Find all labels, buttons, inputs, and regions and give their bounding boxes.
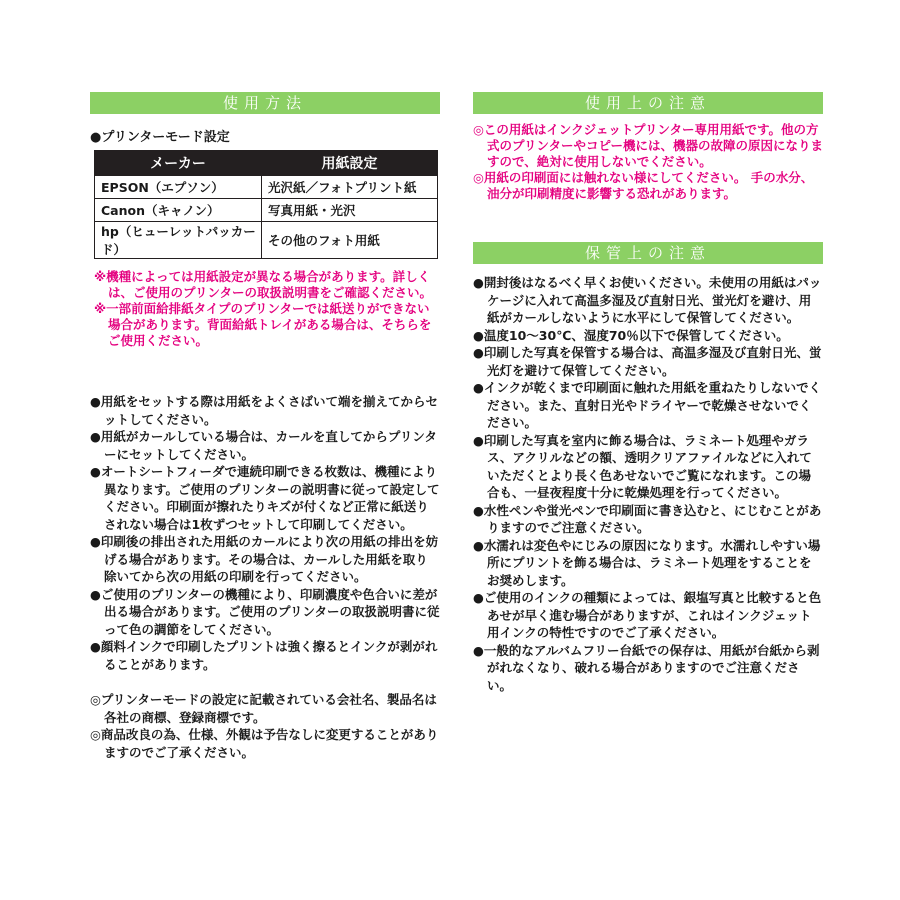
list-item: ●顔料インクで印刷したプリントは強く擦るとインクが剥がれることがあります。 bbox=[90, 639, 438, 672]
table-header-paper-setting: 用紙設定 bbox=[262, 151, 438, 176]
list-item: ●ご使用のプリンターの機種により、印刷濃度や色合いに差が出る場合があります。ご使用のプリンターの取扱説明書に従って色の調節をしてください。 bbox=[90, 586, 440, 637]
list-item: ●温度10～30℃、湿度70％以下で保管してください。 bbox=[473, 327, 789, 343]
note-item: ※一部前面給排紙タイプのプリンターでは紙送りができない場合があります。背面給紙トレイがある場合は、そちらをご使用ください。 bbox=[94, 301, 432, 348]
table-cell-maker: EPSON（エプソン） bbox=[95, 176, 262, 199]
usage-caution-header: 使用上の注意 bbox=[473, 92, 823, 114]
table-header-row bbox=[95, 151, 438, 176]
table-cell-setting: 写真用紙・光沢 bbox=[262, 199, 438, 222]
list-item: ◎プリンターモードの設定に記載されている会社名、製品名は各社の商標、登録商標です。 bbox=[90, 692, 437, 725]
table-row bbox=[95, 176, 438, 199]
table-cell-setting: 光沢紙／フォトプリント紙 bbox=[262, 176, 438, 199]
list-item: ●開封後はなるべく早くお使いください。未使用の用紙はパッケージに入れて高温多湿及び直射日光、蛍光灯を避け、用紙がカールしないように水平にして保管してください。 bbox=[473, 275, 822, 325]
storage-caution-header: 保管上の注意 bbox=[473, 242, 823, 264]
list-item: ◎商品改良の為、仕様、外観は予告なしに変更することがありますのでご了承ください。 bbox=[90, 727, 439, 760]
list-item: ●インクが乾くまで印刷面に触れた用紙を重ねたりしないでください。また、直射日光やドライヤーで乾燥させないでください。 bbox=[473, 380, 822, 430]
list-item: ●用紙をセットする際は用紙をよくさばいて端を揃えてからセットしてください。 bbox=[90, 394, 439, 427]
printer-mode-table bbox=[94, 150, 438, 259]
list-item: ●ご使用のインクの種類によっては、銀塩写真と比較すると色あせが早く進む場合がありますが、これはインクジェット用インクの特性ですのでご了承ください。 bbox=[473, 590, 822, 640]
list-item: ●用紙がカールしている場合は、カールを直してからプリンターにセットしてください。 bbox=[90, 429, 437, 462]
table-row bbox=[95, 199, 438, 222]
list-item: ◎この用紙はインクジェットプリンター専用用紙です。他の方式のプリンターやコピー機には、機器の故障の原因になりますので、絶対に使用しないでください。 bbox=[473, 122, 824, 169]
right-column bbox=[473, 92, 823, 694]
table-row bbox=[95, 222, 438, 259]
trademark-notes bbox=[90, 691, 440, 761]
printer-mode-heading: ●プリンターモード設定 bbox=[90, 130, 230, 145]
table-cell-setting: その他のフォト用紙 bbox=[262, 222, 438, 259]
list-item: ●印刷した写真を室内に飾る場合は、ラミネート処理やガラス、アクリルなどの額、透明クリアファイルなどに入れていただくとより長く色あせないでご覧になれます。この場合も、一昼夜程度十分に乾燥処理を行ってください。 bbox=[473, 432, 812, 500]
usage-method-header: 使用方法 bbox=[90, 92, 440, 114]
list-item: ●オートシートフィーダで連続印刷できる枚数は、機種により異なります。ご使用のプリンターの説明書に従って設定してください。印刷面が擦れたりキズが付くなど正常に紙送りされない場合は1枚ずつセットして印刷してください。 bbox=[90, 464, 440, 532]
left-column bbox=[90, 92, 440, 761]
note-item: ※機種によっては用紙設定が異なる場合があります。詳しくは、ご使用のプリンターの取扱説明書をご確認ください。 bbox=[94, 269, 433, 300]
table-header-maker: メーカー bbox=[95, 151, 262, 176]
usage-instructions-list bbox=[90, 393, 440, 673]
table-cell-maker: Canon（キャノン） bbox=[95, 199, 262, 222]
list-item: ◎用紙の印刷面には触れない様にしてください。 手の水分、油分が印刷精度に影響する恐れがあります。 bbox=[473, 170, 814, 201]
usage-caution-list bbox=[473, 122, 823, 202]
list-item: ●水濡れは変色やにじみの原因になります。水濡れしやすい場所にプリントを飾る場合は、ラミネート処理をすることをお奨めします。 bbox=[473, 537, 821, 588]
list-item: ●印刷した写真を保管する場合は、高温多湿及び直射日光、蛍光灯を避けて保管してください。 bbox=[473, 345, 822, 378]
paper-setting-notes bbox=[90, 269, 440, 349]
list-item: ●水性ペンや蛍光ペンで印刷面に書き込むと、にじむことがありますのでご注意ください。 bbox=[473, 502, 822, 535]
storage-caution-list bbox=[473, 274, 823, 694]
list-item: ●印刷後の排出された用紙のカールにより次の用紙の排出を妨げる場合があります。その場合は、カールした用紙を取り除いてから次の用紙の印刷を行ってください。 bbox=[90, 534, 439, 584]
list-item: ●一般的なアルバムフリー台紙での保存は、用紙が台紙から剥がれなくなり、破れる場合がありますのでご注意ください。 bbox=[473, 642, 820, 693]
table-cell-maker: hp（ヒューレットパッカード） bbox=[95, 222, 262, 259]
